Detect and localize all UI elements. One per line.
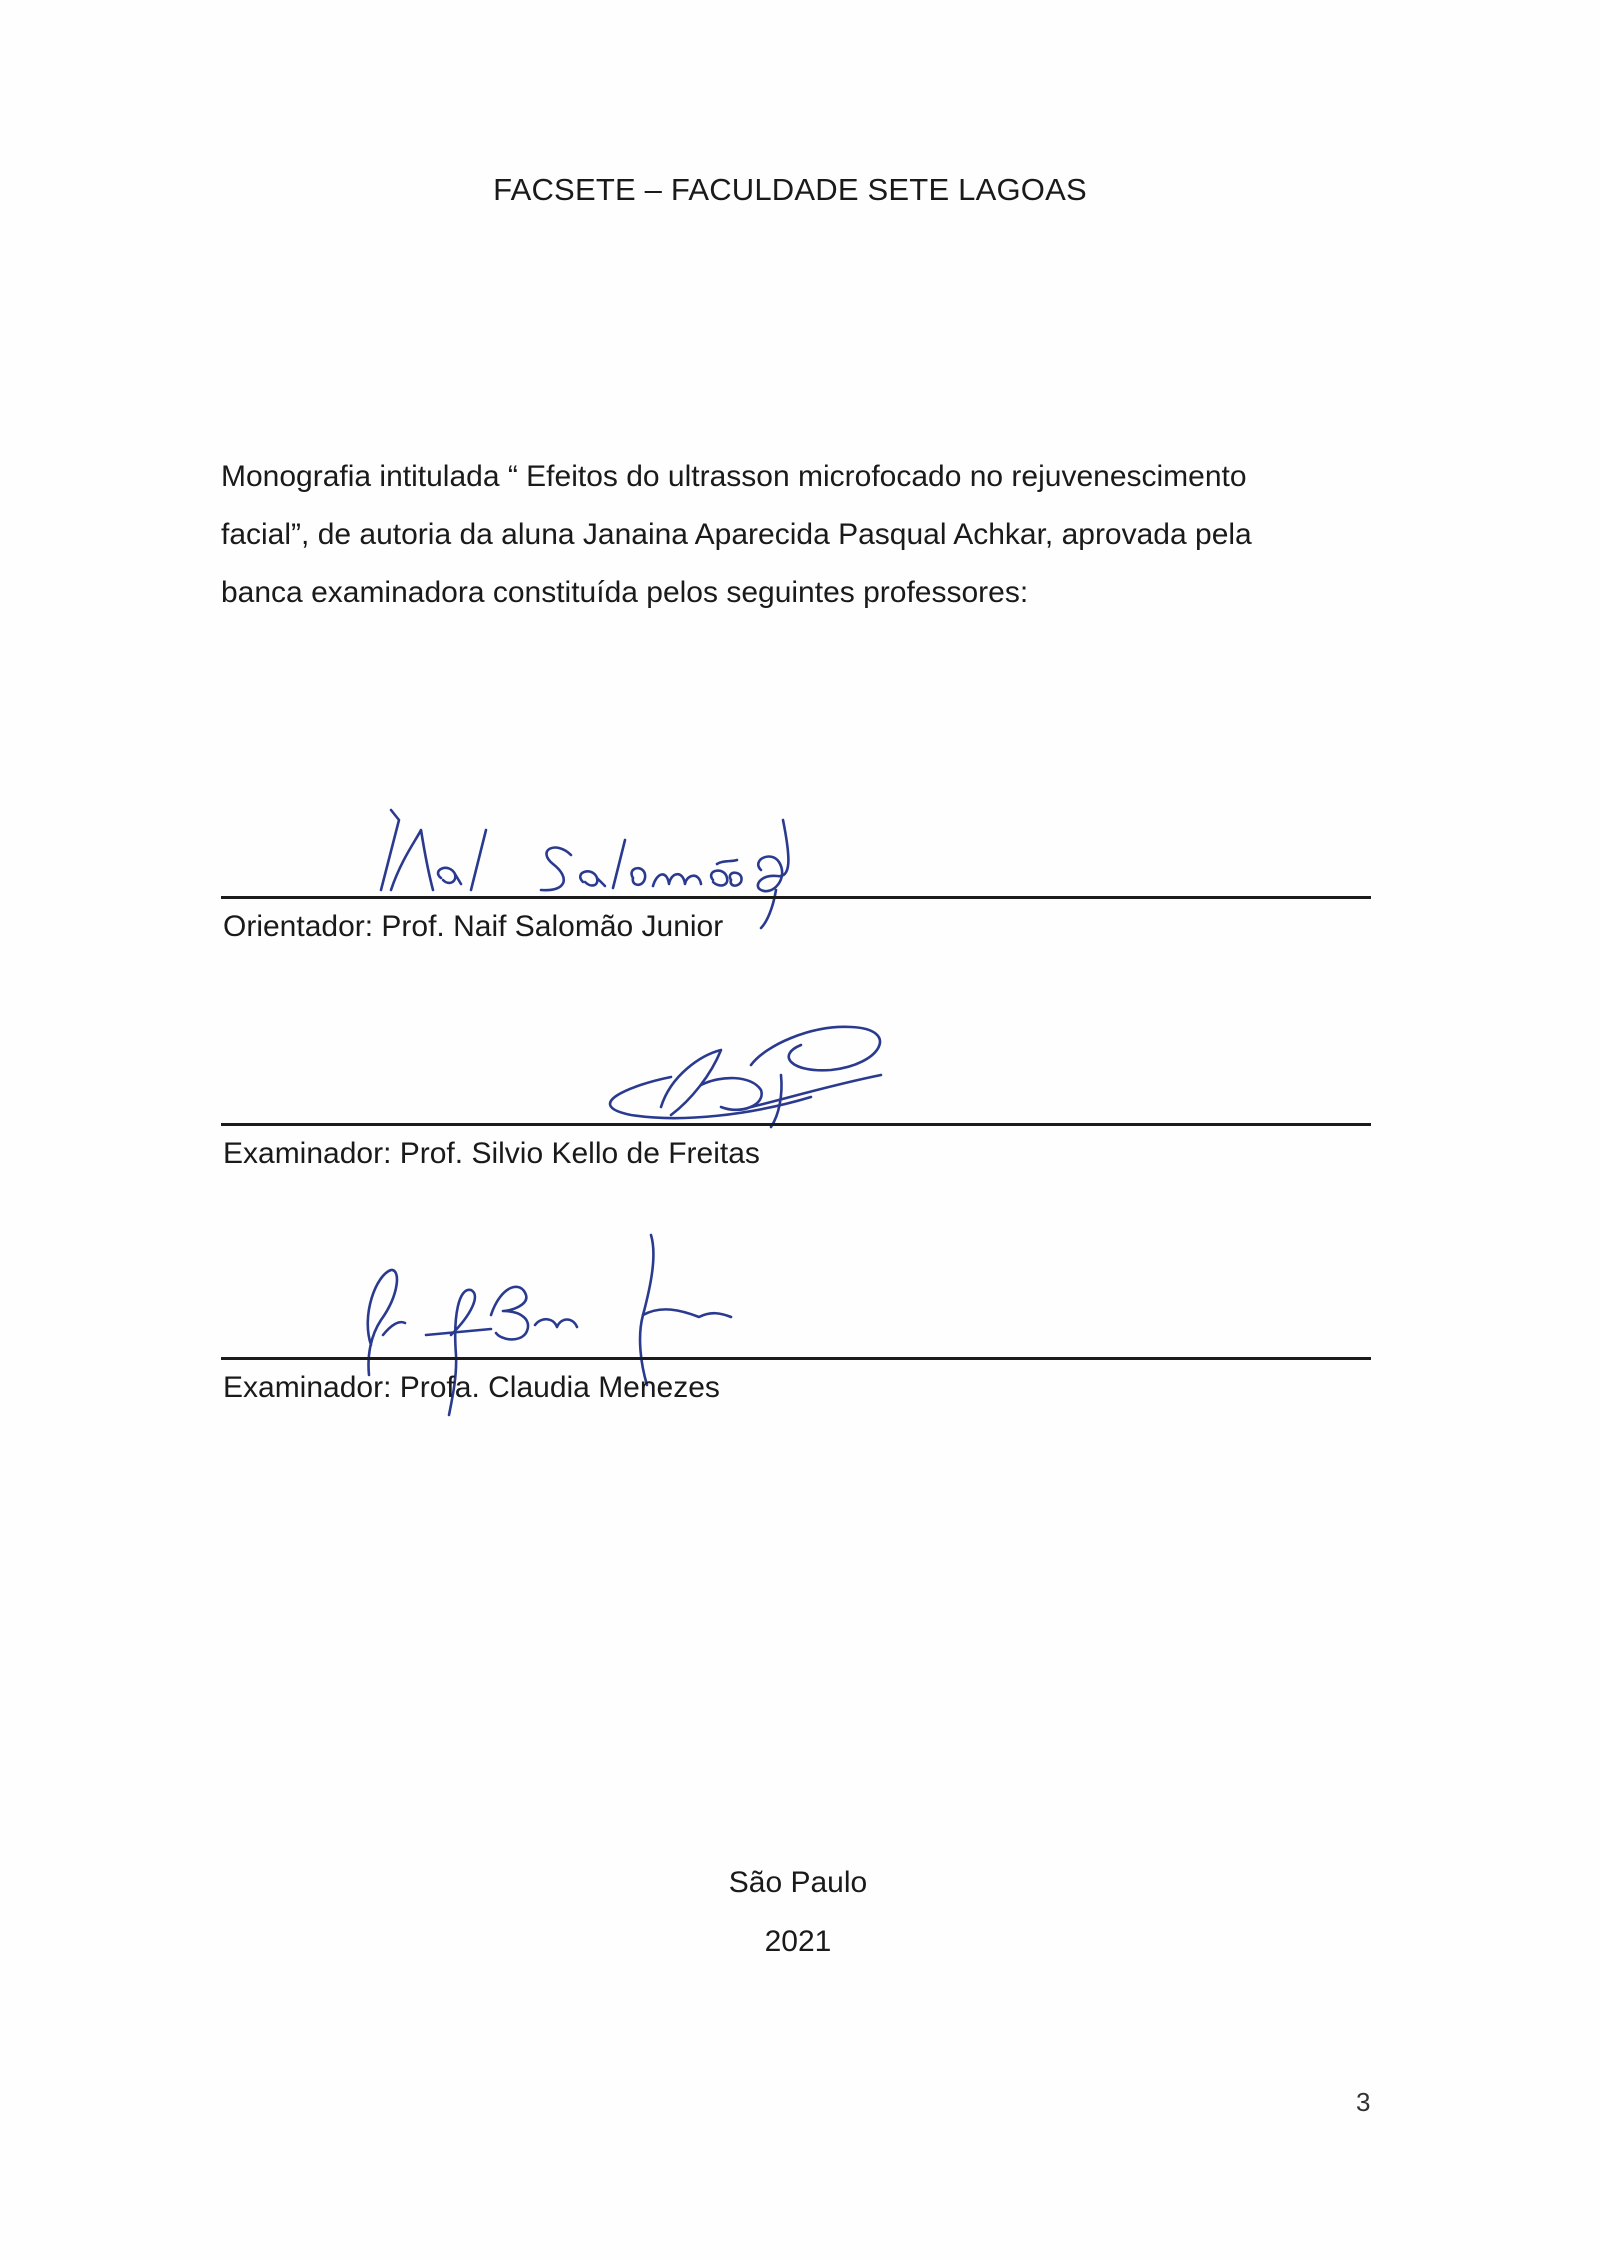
signature-role-advisor: Orientador: Prof. Naif Salomão Junior <box>223 910 724 943</box>
signature-role-examiner-2: Examinador: Profa. Claudia Menezes <box>223 1371 720 1404</box>
signature-block-examiner-2 <box>221 1225 1371 1425</box>
signature-line-advisor <box>221 896 1371 899</box>
footer-city: São Paulo <box>728 1866 868 1899</box>
handwritten-signature-examiner-1 <box>551 1015 971 1135</box>
signature-block-examiner-1 <box>221 1015 1371 1175</box>
approval-line-3: banca examinadora constituída pelos seguintes professores: <box>221 576 1029 609</box>
signature-line-examiner-2 <box>221 1357 1371 1360</box>
signature-line-examiner-1 <box>221 1123 1371 1126</box>
institution-title: FACSETE – FACULDADE SETE LAGOAS <box>493 172 1087 207</box>
footer-year: 2021 <box>764 1925 832 1958</box>
page-number: 3 <box>1356 2087 1371 2117</box>
signature-role-examiner-1: Examinador: Prof. Silvio Kello de Freitas <box>223 1137 760 1170</box>
approval-line-1: Monografia intitulada “ Efeitos do ultrasson microfocado no rejuvenescimento <box>221 460 1247 493</box>
approval-statement <box>221 448 1381 622</box>
approval-line-2: facial”, de autoria da aluna Janaina Aparecida Pasqual Achkar, aprovada pela <box>221 518 1252 551</box>
signature-block-advisor <box>221 800 1371 950</box>
